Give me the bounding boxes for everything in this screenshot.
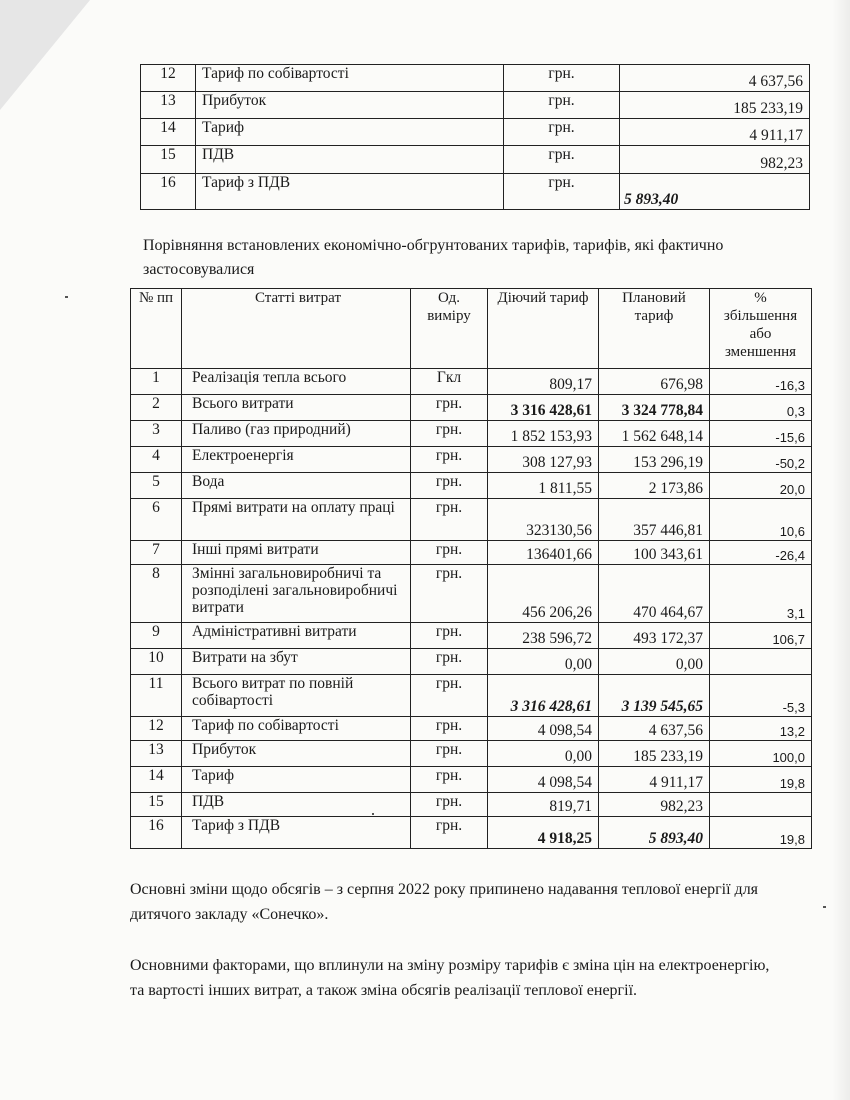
row-current-tariff: 4 098,54 bbox=[488, 767, 599, 793]
row-number: 6 bbox=[131, 499, 182, 541]
table-row bbox=[141, 174, 810, 210]
table-row bbox=[131, 499, 812, 541]
row-unit: грн. bbox=[411, 473, 488, 499]
row-planned-tariff: 153 296,19 bbox=[599, 447, 710, 473]
row-percent-change: 19,8 bbox=[710, 817, 812, 849]
table-row bbox=[141, 65, 810, 92]
row-planned-tariff: 100 343,61 bbox=[599, 541, 710, 565]
row-current-tariff: 0,00 bbox=[488, 649, 599, 675]
row-name: Витрати на збут bbox=[182, 649, 411, 675]
row-planned-tariff: 2 173,86 bbox=[599, 473, 710, 499]
row-current-tariff: 809,17 bbox=[488, 369, 599, 395]
row-number: 11 bbox=[131, 675, 182, 717]
row-planned-tariff: 357 446,81 bbox=[599, 499, 710, 541]
row-unit: грн. bbox=[411, 741, 488, 767]
row-unit: грн. bbox=[411, 793, 488, 817]
row-unit: грн. bbox=[411, 395, 488, 421]
row-value: 982,23 bbox=[620, 146, 810, 174]
row-number: 3 bbox=[131, 421, 182, 447]
row-current-tariff: 3 316 428,61 bbox=[488, 675, 599, 717]
row-number: 16 bbox=[141, 174, 196, 210]
row-unit: грн. bbox=[411, 499, 488, 541]
row-name: Тариф з ПДВ bbox=[182, 817, 411, 849]
row-name: Тариф bbox=[182, 767, 411, 793]
row-unit: грн. bbox=[411, 447, 488, 473]
table-row bbox=[131, 447, 812, 473]
row-value: 4 911,17 bbox=[620, 119, 810, 146]
row-name: Адміністративні витрати bbox=[182, 623, 411, 649]
row-current-tariff: 456 206,26 bbox=[488, 565, 599, 623]
row-number: 13 bbox=[131, 741, 182, 767]
row-percent-change: 100,0 bbox=[710, 741, 812, 767]
tariff-continuation-table bbox=[140, 64, 810, 210]
row-planned-tariff: 676,98 bbox=[599, 369, 710, 395]
row-name: ПДВ bbox=[196, 146, 504, 174]
row-percent-change: 13,2 bbox=[710, 717, 812, 741]
table-row bbox=[131, 473, 812, 499]
row-percent-change bbox=[710, 649, 812, 675]
scan-speck bbox=[372, 813, 374, 815]
table-row bbox=[131, 741, 812, 767]
row-name: Реалізація тепла всього bbox=[182, 369, 411, 395]
table-header-row bbox=[131, 289, 812, 369]
comparison-table-body bbox=[131, 369, 812, 849]
row-current-tariff: 136401,66 bbox=[488, 541, 599, 565]
table-row bbox=[131, 793, 812, 817]
row-name: Паливо (газ природний) bbox=[182, 421, 411, 447]
row-current-tariff: 1 852 153,93 bbox=[488, 421, 599, 447]
row-number: 16 bbox=[131, 817, 182, 849]
row-number: 15 bbox=[131, 793, 182, 817]
row-name: Тариф по собівартості bbox=[182, 717, 411, 741]
row-current-tariff: 0,00 bbox=[488, 741, 599, 767]
row-name: Тариф bbox=[196, 119, 504, 146]
row-number: 8 bbox=[131, 565, 182, 623]
table-row bbox=[131, 817, 812, 849]
row-planned-tariff: 3 139 545,65 bbox=[599, 675, 710, 717]
row-name: Всього витрати bbox=[182, 395, 411, 421]
row-percent-change bbox=[710, 793, 812, 817]
row-name: Інші прямі витрати bbox=[182, 541, 411, 565]
row-unit: грн. bbox=[411, 421, 488, 447]
row-planned-tariff: 470 464,67 bbox=[599, 565, 710, 623]
row-planned-tariff: 4 911,17 bbox=[599, 767, 710, 793]
row-value: 4 637,56 bbox=[620, 65, 810, 92]
row-unit: Гкл bbox=[411, 369, 488, 395]
row-planned-tariff: 493 172,37 bbox=[599, 623, 710, 649]
row-current-tariff: 308 127,93 bbox=[488, 447, 599, 473]
table-row bbox=[131, 565, 812, 623]
header-planned: Плановий тариф bbox=[599, 289, 710, 369]
row-value: 185 233,19 bbox=[620, 92, 810, 119]
row-unit: грн. bbox=[411, 565, 488, 623]
table-row bbox=[131, 369, 812, 395]
table-row bbox=[131, 717, 812, 741]
row-current-tariff: 819,71 bbox=[488, 793, 599, 817]
row-unit: грн. bbox=[504, 92, 620, 119]
row-planned-tariff: 185 233,19 bbox=[599, 741, 710, 767]
table-row bbox=[141, 92, 810, 119]
row-unit: грн. bbox=[504, 146, 620, 174]
row-value: 5 893,40 bbox=[620, 174, 810, 210]
table-row bbox=[131, 395, 812, 421]
row-name: Тариф з ПДВ bbox=[196, 174, 504, 210]
row-planned-tariff: 1 562 648,14 bbox=[599, 421, 710, 447]
scan-speck bbox=[65, 296, 68, 298]
table-row bbox=[131, 421, 812, 447]
comparison-intro-text: Порівняння встановлених економічно-обгрунтованих тарифів, тарифів, які фактично застосовувалися bbox=[143, 237, 724, 278]
row-number: 13 bbox=[141, 92, 196, 119]
row-unit: грн. bbox=[411, 717, 488, 741]
row-unit: грн. bbox=[504, 174, 620, 210]
row-current-tariff: 4 918,25 bbox=[488, 817, 599, 849]
row-number: 14 bbox=[131, 767, 182, 793]
row-name: ПДВ bbox=[182, 793, 411, 817]
row-planned-tariff: 0,00 bbox=[599, 649, 710, 675]
table-row bbox=[141, 119, 810, 146]
row-unit: грн. bbox=[411, 541, 488, 565]
row-planned-tariff: 3 324 778,84 bbox=[599, 395, 710, 421]
row-percent-change: 20,0 bbox=[710, 473, 812, 499]
header-unit: Од. виміру bbox=[411, 289, 488, 369]
row-current-tariff: 323130,56 bbox=[488, 499, 599, 541]
page-fold-shadow bbox=[0, 0, 90, 110]
header-name: Статті витрат bbox=[182, 289, 411, 369]
row-planned-tariff: 982,23 bbox=[599, 793, 710, 817]
row-name: Прибуток bbox=[182, 741, 411, 767]
row-number: 14 bbox=[141, 119, 196, 146]
row-name: Прямі витрати на оплату праці bbox=[182, 499, 411, 541]
row-number: 12 bbox=[141, 65, 196, 92]
row-name: Тариф по собівартості bbox=[196, 65, 504, 92]
row-percent-change: -15,6 bbox=[710, 421, 812, 447]
header-current: Діючий тариф bbox=[488, 289, 599, 369]
row-unit: грн. bbox=[411, 675, 488, 717]
table-row bbox=[131, 675, 812, 717]
row-unit: грн. bbox=[504, 65, 620, 92]
row-percent-change: -5,3 bbox=[710, 675, 812, 717]
row-number: 2 bbox=[131, 395, 182, 421]
row-name: Всього витрат по повній собівартості bbox=[182, 675, 411, 717]
row-number: 15 bbox=[141, 146, 196, 174]
row-number: 4 bbox=[131, 447, 182, 473]
row-percent-change: 0,3 bbox=[710, 395, 812, 421]
volumes-paragraph: Основні зміни щодо обсягів – з серпня 2022 року припинено надавання теплової енергії для дитячого закладу «Сонечко». bbox=[130, 881, 759, 923]
row-current-tariff: 238 596,72 bbox=[488, 623, 599, 649]
row-unit: грн. bbox=[411, 649, 488, 675]
table-row bbox=[141, 146, 810, 174]
header-number: № пп bbox=[131, 289, 182, 369]
row-unit: грн. bbox=[411, 767, 488, 793]
table-row bbox=[131, 649, 812, 675]
header-percent: % збільшення або зменшення bbox=[710, 289, 812, 369]
row-percent-change: -16,3 bbox=[710, 369, 812, 395]
scan-speck bbox=[823, 906, 826, 908]
table-row bbox=[131, 623, 812, 649]
row-percent-change: -26,4 bbox=[710, 541, 812, 565]
table-row bbox=[131, 541, 812, 565]
row-planned-tariff: 4 637,56 bbox=[599, 717, 710, 741]
row-number: 9 bbox=[131, 623, 182, 649]
tariff-comparison-table bbox=[130, 288, 812, 849]
row-number: 10 bbox=[131, 649, 182, 675]
row-name: Прибуток bbox=[196, 92, 504, 119]
row-unit: грн. bbox=[504, 119, 620, 146]
row-number: 5 bbox=[131, 473, 182, 499]
row-unit: грн. bbox=[411, 623, 488, 649]
table-row bbox=[131, 767, 812, 793]
row-name: Змінні загальновиробничі та розподілені загальновиробничі витрати bbox=[182, 565, 411, 623]
row-number: 12 bbox=[131, 717, 182, 741]
row-percent-change: 10,6 bbox=[710, 499, 812, 541]
row-percent-change: -50,2 bbox=[710, 447, 812, 473]
row-name: Електроенергія bbox=[182, 447, 411, 473]
row-number: 1 bbox=[131, 369, 182, 395]
factors-paragraph: Основними факторами, що вплинули на зміну розміру тарифів є зміна цін на електроенергію, та вартості інших витрат, а також зміна обсягів реалізації теплової енергії. bbox=[130, 957, 770, 999]
scan-edge bbox=[832, 0, 850, 1100]
row-planned-tariff: 5 893,40 bbox=[599, 817, 710, 849]
row-name: Вода bbox=[182, 473, 411, 499]
row-percent-change: 3,1 bbox=[710, 565, 812, 623]
row-current-tariff: 1 811,55 bbox=[488, 473, 599, 499]
row-unit: грн. bbox=[411, 817, 488, 849]
row-percent-change: 19,8 bbox=[710, 767, 812, 793]
row-current-tariff: 3 316 428,61 bbox=[488, 395, 599, 421]
row-current-tariff: 4 098,54 bbox=[488, 717, 599, 741]
row-number: 7 bbox=[131, 541, 182, 565]
row-percent-change: 106,7 bbox=[710, 623, 812, 649]
